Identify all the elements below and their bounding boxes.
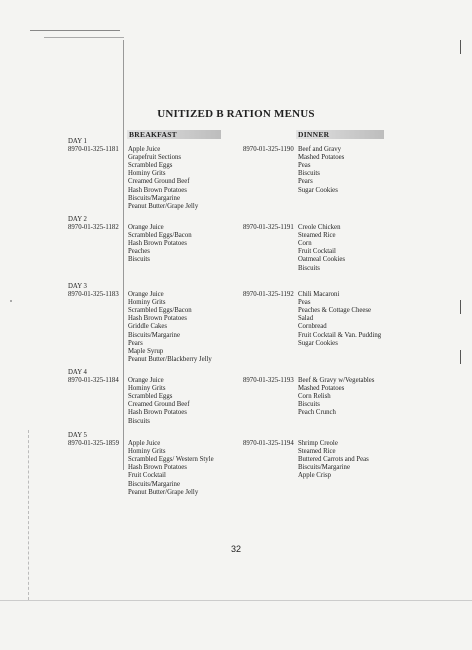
page-number: 32 <box>230 544 241 554</box>
dinner-menu-item: Beef and Gravy <box>298 146 342 154</box>
breakfast-menu-item: Hash Brown Potatoes <box>128 315 187 323</box>
dinner-menu-item: Biscuits/Margarine <box>298 464 350 472</box>
breakfast-stock-number: 8970-01-325-1182 <box>68 224 119 232</box>
breakfast-menu-item: Scrambled Eggs <box>128 393 173 401</box>
breakfast-stock-number: 8970-01-325-1181 <box>68 146 119 154</box>
breakfast-menu-item: Hash Brown Potatoes <box>128 240 187 248</box>
scan-margin-line <box>123 40 124 470</box>
breakfast-menu-item: Biscuits <box>128 417 150 425</box>
breakfast-menu-item: Hominy Grits <box>128 448 166 456</box>
scan-margin-line <box>28 430 29 600</box>
dinner-menu-item: Corn Relish <box>298 393 331 401</box>
breakfast-menu-item: Peanut Butter/Blackberry Jelly <box>128 355 212 363</box>
breakfast-menu-item: Griddle Cakes <box>128 323 168 331</box>
scan-edge-mark <box>460 40 461 54</box>
dinner-menu-list <box>298 377 374 417</box>
breakfast-menu-item: Scrambled Eggs/Bacon <box>128 307 192 315</box>
dinner-menu-item: Steamed Rice <box>298 448 336 456</box>
dinner-menu-item: Fruit Cocktail & Van. Pudding <box>298 331 382 339</box>
dinner-menu-item: Peas <box>298 299 311 307</box>
dinner-menu-item: Peaches & Cottage Cheese <box>298 307 372 315</box>
scan-edge-mark <box>460 350 461 364</box>
breakfast-menu-item: Creamed Ground Beef <box>128 401 190 409</box>
dinner-menu-item: Steamed Rice <box>298 232 336 240</box>
dinner-stock-number: 8970-01-325-1192 <box>243 291 294 299</box>
dinner-menu-item: Biscuits <box>298 170 320 178</box>
breakfast-menu-item: Creamed Ground Beef <box>128 178 190 186</box>
dinner-menu-item: Biscuits <box>298 264 320 272</box>
scan-rule <box>44 37 124 38</box>
dinner-menu-item: Oatmeal Cookies <box>298 256 346 264</box>
dinner-menu-item: Sugar Cookies <box>298 186 338 194</box>
dinner-menu-list <box>298 291 381 348</box>
dinner-menu-list <box>298 440 369 480</box>
breakfast-menu-item: Hominy Grits <box>128 170 166 178</box>
dinner-menu-item: Cornbread <box>298 323 327 331</box>
dinner-menu-item: Corn <box>298 240 312 248</box>
scan-edge-mark <box>460 300 461 314</box>
dinner-menu-item: Pears <box>298 178 313 186</box>
dinner-stock-number: 8970-01-325-1190 <box>243 146 294 154</box>
breakfast-menu-item: Grapefruit Sections <box>128 154 182 162</box>
breakfast-menu-item: Biscuits/Margarine <box>128 480 180 488</box>
breakfast-menu-item: Peanut Butter/Grape Jelly <box>128 488 199 496</box>
day-label: DAY 2 <box>68 216 87 223</box>
dinner-menu-item: Apple Crisp <box>298 472 332 480</box>
page-title: UNITIZED B RATION MENUS <box>157 108 315 120</box>
breakfast-menu-item: Scrambled Eggs <box>128 162 173 170</box>
day-label: DAY 1 <box>68 138 87 145</box>
breakfast-menu-item: Hominy Grits <box>128 385 166 393</box>
day-label: DAY 4 <box>68 369 87 376</box>
breakfast-menu-item: Peaches <box>128 248 150 256</box>
dinner-menu-list <box>298 146 344 195</box>
scan-speck <box>10 300 12 302</box>
breakfast-menu-item: Scrambled Eggs/ Western Style <box>128 456 214 464</box>
day-label: DAY 5 <box>68 432 87 439</box>
breakfast-menu-item: Orange Juice <box>128 224 164 232</box>
breakfast-menu-item: Fruit Cocktail <box>128 472 166 480</box>
breakfast-menu-item: Orange Juice <box>128 377 164 385</box>
dinner-stock-number: 8970-01-325-1191 <box>243 224 294 232</box>
breakfast-menu-list <box>128 224 192 264</box>
breakfast-menu-item: Biscuits <box>128 256 150 264</box>
breakfast-menu-item: Hominy Grits <box>128 299 166 307</box>
dinner-menu-item: Peas <box>298 162 311 170</box>
dinner-menu-item: Biscuits <box>298 401 320 409</box>
breakfast-stock-number: 8970-01-325-1859 <box>68 440 119 448</box>
dinner-menu-list <box>298 224 345 273</box>
breakfast-column-header: BREAKFAST <box>127 130 221 139</box>
dinner-stock-number: 8970-01-325-1193 <box>243 377 294 385</box>
dinner-column-header: DINNER <box>296 130 384 139</box>
dinner-stock-number: 8970-01-325-1194 <box>243 440 294 448</box>
breakfast-menu-item: Orange Juice <box>128 291 164 299</box>
breakfast-stock-number: 8970-01-325-1183 <box>68 291 119 299</box>
dinner-menu-item: Sugar Cookies <box>298 339 338 347</box>
breakfast-menu-item: Biscuits/Margarine <box>128 194 180 202</box>
dinner-menu-item: Mashed Potatoes <box>298 154 345 162</box>
dinner-menu-item: Salad <box>298 315 314 323</box>
dinner-menu-item: Creole Chicken <box>298 224 341 232</box>
breakfast-menu-item: Hash Brown Potatoes <box>128 409 187 417</box>
dinner-menu-item: Beef & Gravy w/Vegetables <box>298 377 375 385</box>
breakfast-menu-list <box>128 440 214 497</box>
breakfast-stock-number: 8970-01-325-1184 <box>68 377 119 385</box>
breakfast-menu-item: Apple Juice <box>128 146 161 154</box>
dinner-menu-item: Peach Crunch <box>298 409 336 417</box>
breakfast-menu-item: Apple Juice <box>128 440 161 448</box>
breakfast-menu-list <box>128 146 198 211</box>
dinner-menu-item: Mashed Potatoes <box>298 385 345 393</box>
breakfast-menu-list <box>128 291 212 364</box>
day-label: DAY 3 <box>68 283 87 290</box>
dinner-menu-item: Fruit Cocktail <box>298 248 336 256</box>
breakfast-menu-item: Pears <box>128 339 143 347</box>
breakfast-menu-item: Hash Brown Potatoes <box>128 464 187 472</box>
breakfast-menu-item: Hash Brown Potatoes <box>128 186 187 194</box>
breakfast-menu-item: Peanut Butter/Grape Jelly <box>128 202 199 210</box>
breakfast-menu-item: Scrambled Eggs/Bacon <box>128 232 192 240</box>
breakfast-menu-item: Maple Syrup <box>128 347 164 355</box>
scan-rule <box>30 30 120 31</box>
breakfast-menu-item: Biscuits/Margarine <box>128 331 180 339</box>
dinner-menu-item: Buttered Carrots and Peas <box>298 456 369 464</box>
breakfast-menu-list <box>128 377 190 426</box>
scan-bottom-edge <box>0 600 472 601</box>
dinner-menu-item: Chili Macaroni <box>298 291 340 299</box>
dinner-menu-item: Shrimp Creole <box>298 440 338 448</box>
